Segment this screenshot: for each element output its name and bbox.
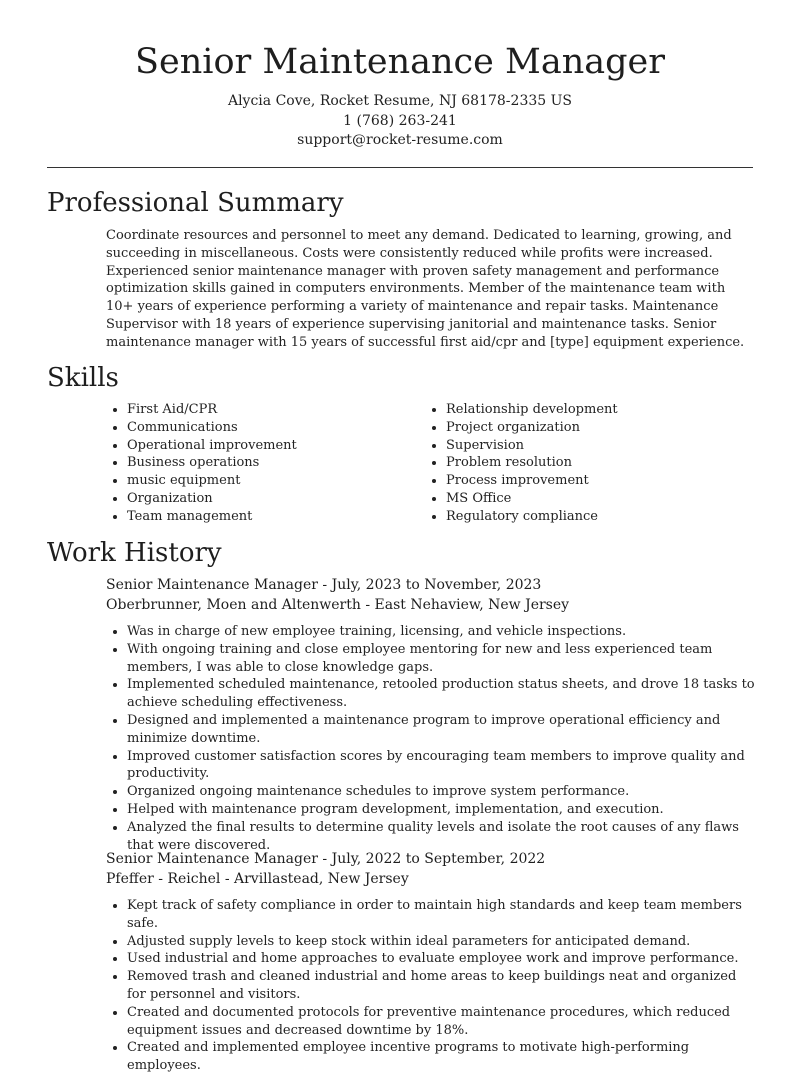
skill-item: • Project organization [446,419,744,437]
job-bullet: • Improved customer satisfaction scores by encouraging team members to improve quality and productivity. [127,748,756,784]
job-bullet: • Created and documented protocols for preventive maintenance procedures, which reduced equipment issues and decreased downtime by 18%. [127,1004,756,1040]
summary-text: Coordinate resources and personnel to meet any demand. Dedicated to learning, growing, and succeeding in miscellaneous. Costs were consistently reduced while profits were increased. Experienced senior maintenance manager with proven safety management and performance optimization skills gained in computers environments. Member of the maintenance team with 10+ years of experience performing a variety of maintenance and repair tasks. Maintenance Supervisor with 18 years of experience supervising janitorial and maintenance tasks. Senior maintenance manager with 15 years of successful first aid/cpr and [type] equipment experience. [106,228,745,350]
job-entry [106,576,756,854]
skill-item: • Business operations [127,454,425,472]
contact-block [0,92,800,151]
job-bullet: • With ongoing training and close employee mentoring for new and less experienced team members, I was able to close knowledge gaps. [127,641,756,677]
contact-email: support@rocket-resume.com [297,132,503,148]
job-bullet: • Removed trash and cleaned industrial and home areas to keep buildings neat and organized for personnel and visitors. [127,968,756,1004]
contact-phone: 1 (768) 263-241 [343,112,457,129]
skill-item: • Process improvement [446,472,744,490]
job-bullet: • Helped with maintenance program development, implementation, and execution. [127,801,756,819]
skill-item: • Organization [127,490,425,508]
skill-item: • Team management [127,508,425,526]
header-divider [47,167,753,168]
skills-column-right [425,401,744,526]
skill-item: • Relationship development [446,401,744,419]
job-bullet: • Designed and implemented a maintenance program to improve operational efficiency and minimize downtime. [127,712,756,748]
candidate-name: Senior Maintenance Manager [135,42,665,82]
skill-item: • Supervision [446,437,744,455]
skills-column-left [106,401,425,526]
job-bullet: • Kept track of safety compliance in order to maintain high standards and keep team members safe. [127,897,756,933]
contact-address: Alycia Cove, Rocket Resume, NJ 68178-2335 US [227,93,573,109]
summary-heading: Professional Summary [47,188,344,218]
skill-item: • Problem resolution [446,454,744,472]
job-bullet: • Created and implemented employee incentive programs to motivate high-performing employees. [127,1039,756,1075]
job-company-line: Pfeffer - Reichel - Arvillastead, New Jersey [106,870,409,887]
job-title-line: Senior Maintenance Manager - July, 2023 to November, 2023 [106,577,542,593]
job-bullets [106,897,756,1075]
job-company-line: Oberbrunner, Moen and Altenwerth - East Nehaview, New Jersey [106,596,570,613]
skill-item: • Operational improvement [127,437,425,455]
skill-item: • music equipment [127,472,425,490]
job-title-line: Senior Maintenance Manager - July, 2022 to September, 2022 [106,851,546,867]
skills-heading: Skills [47,363,119,393]
job-bullet: • Adjusted supply levels to keep stock within ideal parameters for anticipated demand. [127,933,756,951]
job-entry [106,850,756,1075]
skill-item: • Regulatory compliance [446,508,744,526]
job-bullet: • Used industrial and home approaches to evaluate employee work and improve performance. [127,950,756,968]
job-bullets [106,623,756,854]
skills-list [106,401,756,526]
skill-item: • First Aid/CPR [127,401,425,419]
job-bullet: • Was in charge of new employee training, licensing, and vehicle inspections. [127,623,756,641]
work-history-heading: Work History [47,538,222,568]
job-bullet: • Implemented scheduled maintenance, retooled production status sheets, and drove 18 tasks to achieve scheduling effectiveness. [127,676,756,712]
job-bullet: • Analyzed the final results to determine quality levels and isolate the root causes of any flaws that were discovered. [127,819,756,855]
skill-item: • MS Office [446,490,744,508]
skill-item: • Communications [127,419,425,437]
job-bullet: • Organized ongoing maintenance schedules to improve system performance. [127,783,756,801]
resume-header [0,0,800,151]
